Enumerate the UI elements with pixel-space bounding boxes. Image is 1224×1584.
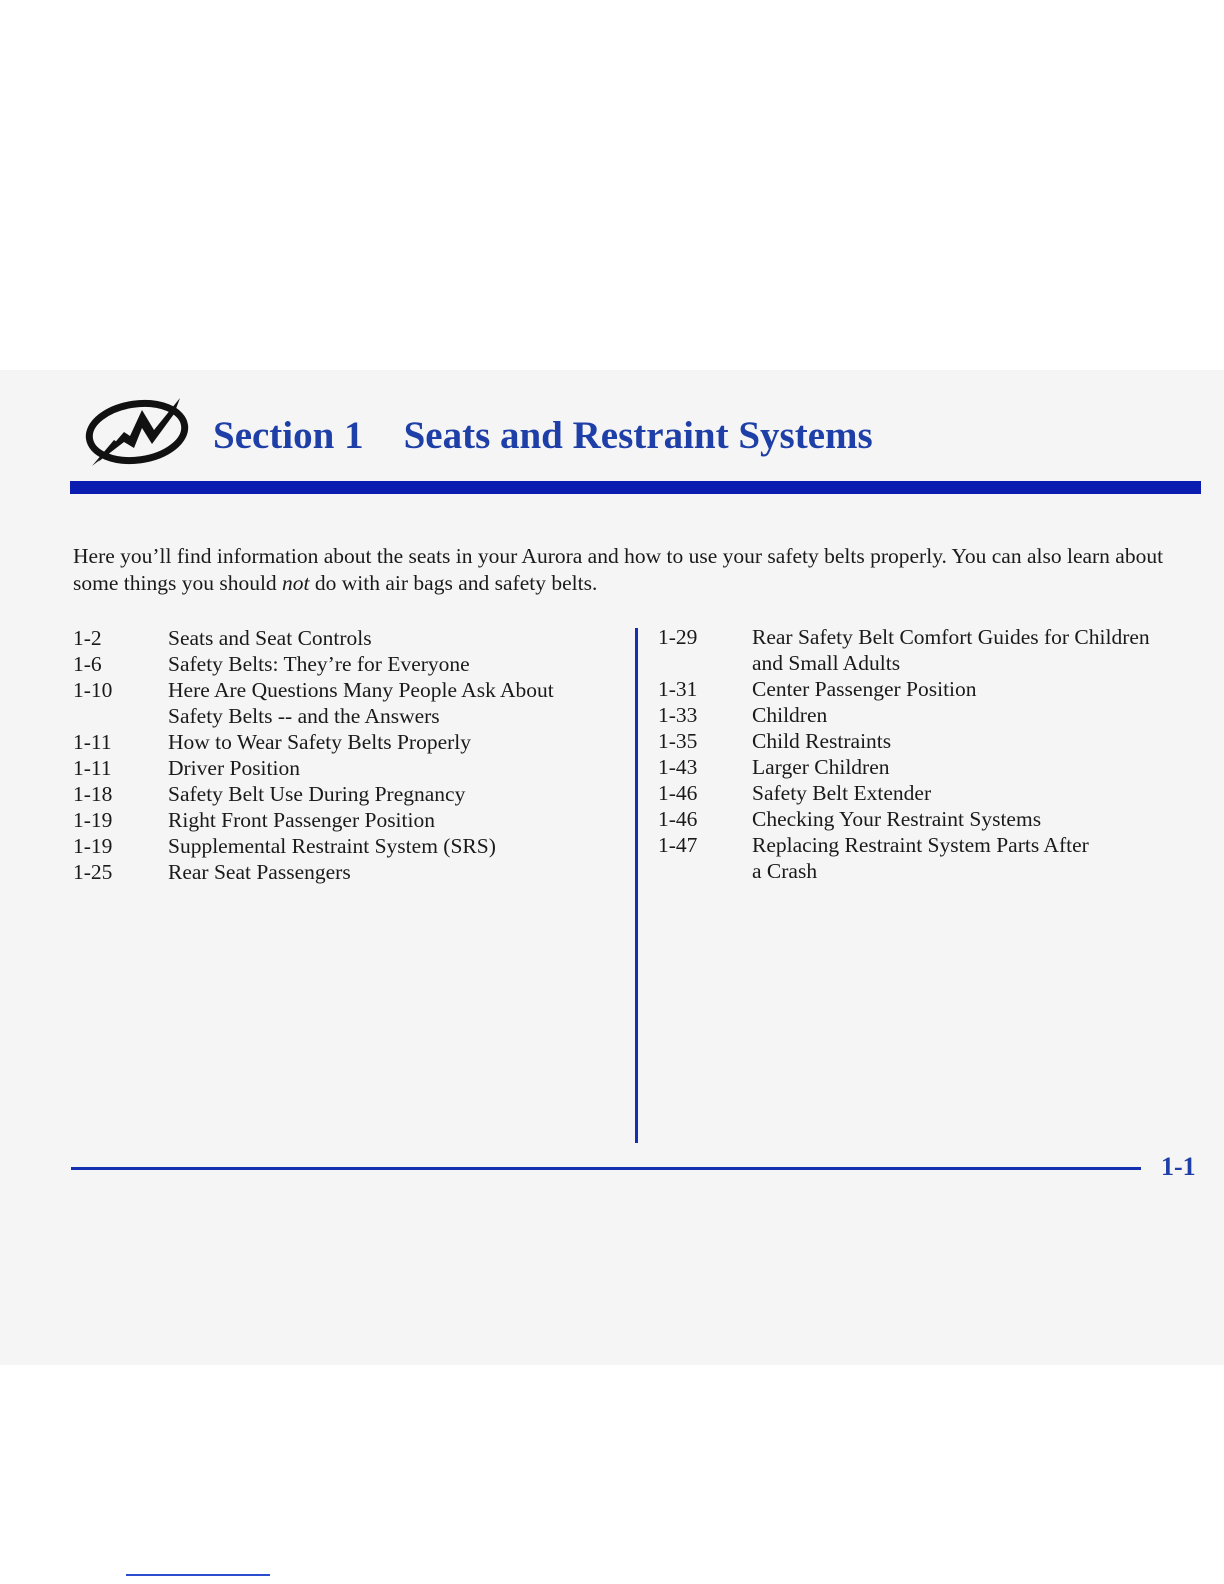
toc-page-number: 1-46 [658,781,698,805]
toc-page-number: 1-18 [73,782,113,806]
toc-page-number: 1-2 [73,626,102,650]
toc-entry[interactable] [658,624,1203,676]
toc-entry[interactable] [73,677,618,729]
toc-page-number: 1-29 [658,625,698,649]
toc-entry[interactable] [658,702,1203,728]
toc-page-number: 1-46 [658,807,698,831]
toc-title-line: Right Front Passenger Position [168,808,435,832]
toc-entry[interactable] [658,676,1203,702]
toc-entry[interactable] [658,832,1203,884]
toc-entry[interactable] [73,651,618,677]
toc-entry[interactable] [658,780,1203,806]
toc-entry-title [168,677,618,729]
toc-entry-title [168,651,618,677]
toc-entry-title [752,754,1203,780]
toc-title-line: Supplemental Restraint System (SRS) [168,834,496,858]
toc-title-line: Safety Belt Use During Pregnancy [168,782,466,806]
page-number: 1-1 [1161,1152,1196,1181]
toc-page-number: 1-33 [658,703,698,727]
toc-entry-title [752,832,1203,884]
toc-title-line: Child Restraints [752,729,892,753]
toc-page-number: 1-19 [73,808,113,832]
section-title: Seats and Restraint Systems [403,413,873,457]
toc-page-number: 1-43 [658,755,698,779]
toc-title-line: Checking Your Restraint Systems [752,807,1042,831]
toc-page-number: 1-47 [658,833,698,857]
toc-title-line: Replacing Restraint System Parts After [752,833,1089,857]
intro-text-start: Here you’ll find information about the seats in your Aurora and how to use your safety belts properly. You can also learn about some things you should [73,544,1164,595]
intro-paragraph [73,543,1198,597]
toc-entry[interactable] [658,806,1203,832]
bottom-link-underline [126,1574,270,1576]
intro-emphasis: not [282,571,310,595]
toc-entry-title [168,859,618,885]
toc-title-line: How to Wear Safety Belts Properly [168,730,471,754]
toc-right-column [658,624,1203,884]
toc-title-line: Safety Belts -- and the Answers [168,704,440,728]
intro-text-end: do with air bags and safety belts. [309,571,598,595]
toc-title-line: a Crash [752,859,818,883]
toc-page-number: 1-11 [73,756,112,780]
toc-page-number: 1-31 [658,677,698,701]
toc-entry-title [168,755,618,781]
toc-title-line: Seats and Seat Controls [168,626,372,650]
header-rule [70,481,1201,494]
toc-title-line: Rear Seat Passengers [168,860,351,884]
toc-entry-title [752,676,1203,702]
toc-left-column [73,625,618,885]
toc-entry-title [168,729,618,755]
toc-entry-title [752,728,1203,754]
toc-page-number: 1-6 [73,652,102,676]
toc-entry-title [752,780,1203,806]
toc-entry[interactable] [658,728,1203,754]
toc-entry-title [168,833,618,859]
toc-entry[interactable] [73,833,618,859]
toc-title-line: Children [752,703,828,727]
toc-title-line: Here Are Questions Many People Ask About [168,678,554,702]
toc-entry-title [168,781,618,807]
toc-page-number: 1-25 [73,860,113,884]
toc-page-number: 1-35 [658,729,698,753]
rocket-logo-icon [84,392,190,468]
toc-title-line: Safety Belts: They’re for Everyone [168,652,470,676]
section-heading [213,405,873,465]
footer-rule [71,1167,1141,1170]
toc-page-number: 1-10 [73,678,113,702]
toc-entry[interactable] [73,859,618,885]
toc-entry[interactable] [658,754,1203,780]
toc-page-number: 1-19 [73,834,113,858]
toc-entry-title [752,806,1203,832]
toc-entry[interactable] [73,755,618,781]
section-label: Section 1 [213,413,364,457]
toc-title-line: Center Passenger Position [752,677,977,701]
toc-entry-title [752,702,1203,728]
toc-title-line: Rear Safety Belt Comfort Guides for Children [752,625,1150,649]
toc-entry[interactable] [73,807,618,833]
toc-entry[interactable] [73,729,618,755]
toc-entry[interactable] [73,625,618,651]
toc-entry[interactable] [73,781,618,807]
toc-title-line: Larger Children [752,755,890,779]
toc-title-line: Driver Position [168,756,300,780]
toc-entry-title [168,807,618,833]
toc-title-line: and Small Adults [752,651,901,675]
toc-entry-title [168,625,618,651]
toc-page-number: 1-11 [73,730,112,754]
toc-title-line: Safety Belt Extender [752,781,932,805]
toc-entry-title [752,624,1203,676]
column-divider [635,628,638,1143]
